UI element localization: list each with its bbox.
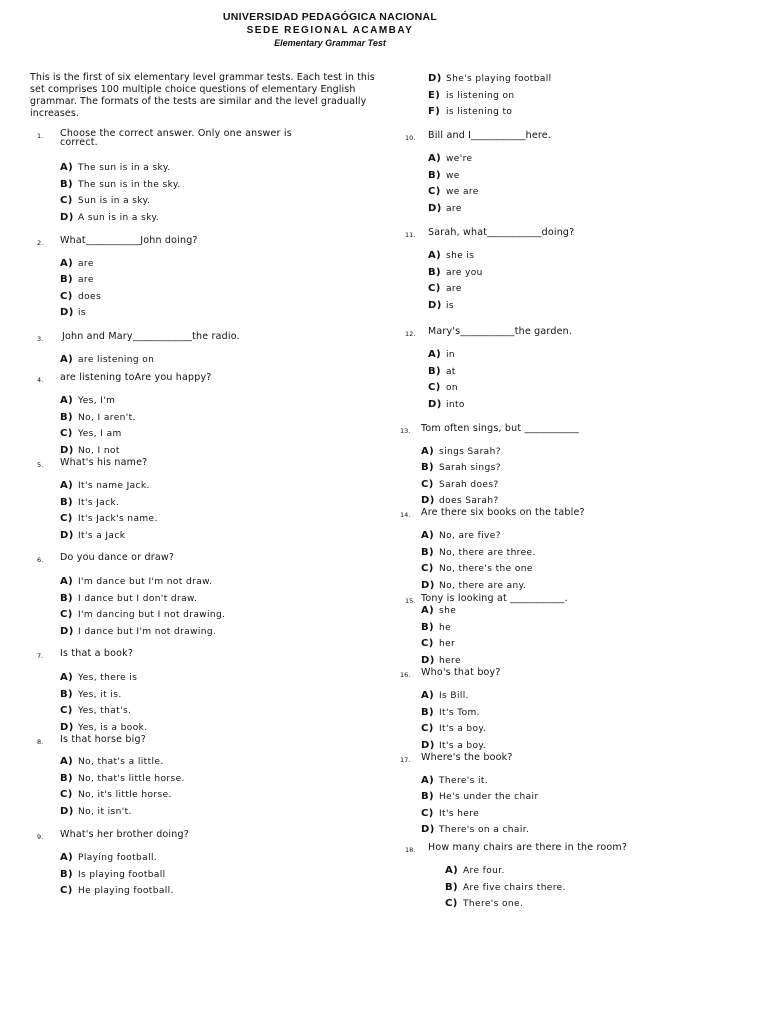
question-stem: Where's the book? — [421, 752, 513, 763]
option-text: we are — [446, 187, 479, 197]
answer-option — [428, 106, 512, 117]
question-stem: John and Mary____________the radio. — [62, 331, 240, 342]
option-text: into — [446, 399, 465, 410]
option-letter: B) — [60, 592, 73, 604]
option-letter: C) — [60, 195, 73, 206]
answer-option — [428, 250, 474, 261]
option-text: It's a Jack — [78, 530, 126, 541]
option-letter: B) — [428, 365, 441, 377]
question-stem: Sarah, what___________doing? — [428, 227, 575, 238]
option-text: Are five chairs there. — [463, 882, 566, 893]
option-text: Yes, I'm — [78, 396, 116, 406]
question-stem: Do you dance or draw? — [60, 552, 175, 563]
option-letter: A) — [428, 153, 442, 164]
option-letter: D) — [60, 306, 74, 318]
option-letter: C) — [60, 513, 73, 524]
option-text: here — [439, 655, 461, 666]
answer-option — [60, 513, 158, 524]
answer-option — [60, 274, 94, 285]
question-stem: Choose the correct answer. Only one answer is correct. — [60, 128, 292, 148]
option-letter: F) — [428, 106, 441, 117]
option-letter: B) — [421, 462, 434, 474]
question-number: 14. — [400, 511, 411, 519]
answer-option — [445, 882, 566, 893]
question-stem: Tony is looking at ___________. — [421, 593, 568, 604]
answer-option — [60, 885, 174, 896]
answer-option — [60, 445, 120, 456]
option-text: are — [78, 259, 94, 269]
option-letter: D) — [428, 73, 442, 84]
answer-option — [60, 428, 122, 439]
answer-option — [421, 605, 456, 616]
answer-option — [60, 195, 150, 206]
answer-option — [60, 705, 131, 716]
test-title: Elementary Grammar Test — [274, 38, 386, 48]
option-letter: A) — [428, 250, 442, 261]
answer-option — [60, 530, 125, 541]
answer-option — [60, 852, 157, 863]
option-letter: C) — [428, 283, 441, 294]
answer-option — [60, 689, 122, 700]
question-number: 1. — [37, 132, 44, 140]
answer-option — [60, 258, 94, 269]
option-text: Sun is in a sky. — [78, 196, 151, 206]
option-letter: B) — [428, 169, 441, 181]
option-text: she is — [446, 251, 475, 261]
option-text: No, it's little horse. — [78, 790, 172, 800]
answer-option — [428, 170, 460, 181]
option-letter: C) — [428, 382, 441, 393]
option-text: There's one. — [463, 899, 524, 909]
option-letter: B) — [60, 178, 73, 190]
option-text: Are four. — [463, 866, 505, 876]
option-letter: B) — [421, 791, 434, 803]
question-number: 16. — [400, 671, 411, 679]
option-letter: A) — [421, 530, 435, 541]
answer-option — [60, 412, 136, 423]
answer-option — [421, 580, 526, 591]
option-letter: D) — [60, 529, 74, 541]
option-letter: D) — [421, 494, 435, 506]
answer-option — [421, 495, 499, 506]
option-letter: A) — [60, 852, 74, 863]
option-letter: D) — [421, 654, 435, 666]
option-text: The sun is in the sky. — [78, 179, 181, 190]
option-text: The sun is in a sky. — [78, 163, 171, 173]
question-stem: What___________John doing? — [60, 235, 198, 246]
option-letter: C) — [60, 290, 73, 302]
option-text: It's here — [439, 808, 480, 819]
option-letter: A) — [60, 395, 74, 406]
question-number: 17. — [400, 756, 411, 764]
option-text: No, that's a little. — [78, 757, 164, 767]
question-stem: Is that horse big? — [60, 734, 146, 745]
option-text: we — [446, 170, 460, 181]
question-number: 7. — [37, 652, 44, 660]
question-stem: Bill and I___________here. — [428, 130, 552, 141]
answer-option — [428, 399, 465, 410]
option-letter: B) — [60, 274, 73, 286]
question-stem: are listening toAre you happy? — [60, 372, 212, 383]
option-text: we're — [446, 154, 473, 164]
option-letter: C) — [421, 807, 434, 819]
answer-option — [428, 382, 458, 393]
question-stem: Is that a book? — [60, 648, 134, 659]
option-letter: C) — [421, 638, 434, 649]
answer-option — [421, 446, 501, 457]
option-letter: C) — [421, 478, 434, 490]
option-letter: A) — [60, 258, 74, 269]
option-letter: C) — [421, 723, 434, 734]
option-letter: A) — [60, 576, 74, 587]
option-letter: B) — [60, 772, 73, 784]
option-text: is listening on — [446, 90, 515, 101]
answer-option — [60, 773, 185, 784]
answer-option — [421, 740, 486, 751]
option-letter: B) — [60, 411, 73, 423]
question-stem: Mary's___________the garden. — [428, 326, 573, 337]
option-text: is listening to — [446, 107, 513, 117]
answer-option — [428, 203, 462, 214]
option-letter: A) — [421, 690, 435, 701]
answer-option — [421, 690, 469, 701]
answer-option — [428, 349, 455, 360]
answer-option — [428, 186, 479, 197]
answer-option — [60, 307, 86, 318]
option-text: No, it isn't. — [78, 806, 132, 817]
answer-option — [421, 775, 488, 786]
option-text: does — [78, 291, 102, 302]
option-text: at — [446, 366, 456, 377]
answer-option — [445, 865, 505, 876]
question-number: 4. — [37, 376, 44, 384]
option-text: are you — [446, 267, 483, 278]
answer-option — [60, 609, 225, 620]
option-letter: C) — [60, 885, 73, 896]
option-text: in — [446, 350, 456, 360]
answer-option — [445, 898, 523, 909]
answer-option — [421, 723, 486, 734]
document-header — [150, 11, 510, 50]
answer-option — [60, 354, 154, 365]
option-text: she — [439, 606, 457, 616]
option-text: I dance but I'm not drawing. — [78, 626, 217, 637]
answer-option — [421, 655, 461, 666]
option-letter: D) — [428, 398, 442, 410]
option-letter: B) — [421, 546, 434, 558]
answer-option — [428, 73, 552, 84]
question-number: 12. — [405, 330, 416, 338]
option-text: No, I not — [78, 445, 120, 456]
answer-option — [60, 576, 212, 587]
option-letter: D) — [428, 299, 442, 311]
option-text: No, are five? — [439, 531, 501, 541]
answer-option — [60, 212, 159, 223]
question-number: 11. — [405, 231, 416, 239]
answer-option — [60, 722, 147, 733]
answer-option — [60, 497, 119, 508]
option-text: It's Jack. — [78, 497, 120, 508]
question-stem: Tom often sings, but ___________ — [421, 423, 579, 434]
university-name: UNIVERSIDAD PEDAGÓGICA NACIONAL — [222, 11, 438, 23]
option-letter: D) — [60, 444, 74, 456]
option-text: sings Sarah? — [439, 447, 501, 457]
answer-option — [421, 479, 499, 490]
answer-option — [60, 395, 115, 406]
option-text: her — [439, 639, 456, 649]
option-letter: A) — [60, 162, 74, 173]
question-number: 6. — [37, 556, 44, 564]
option-text: I'm dancing but I not drawing. — [78, 610, 226, 620]
answer-option — [421, 824, 529, 835]
option-text: are — [446, 284, 462, 294]
option-letter: A) — [421, 605, 435, 616]
answer-option — [428, 300, 454, 311]
option-letter: D) — [60, 805, 74, 817]
option-text: It's Jack's name. — [78, 514, 158, 524]
option-letter: D) — [421, 739, 435, 751]
question-number: 2. — [37, 239, 44, 247]
option-text: Yes, there is — [78, 673, 138, 683]
option-text: It's name Jack. — [78, 481, 150, 491]
option-text: I'm dance but I'm not draw. — [78, 577, 213, 587]
option-letter: B) — [60, 496, 73, 508]
option-text: Is playing football — [78, 869, 166, 880]
option-letter: B) — [60, 688, 73, 700]
option-text: No, there's the one — [439, 564, 533, 574]
answer-option — [60, 480, 150, 491]
option-letter: A) — [60, 354, 74, 365]
option-text: Sarah sings? — [439, 463, 501, 474]
question-stem: How many chairs are there in the room? — [428, 842, 628, 853]
answer-option — [428, 153, 472, 164]
question-number: 9. — [37, 833, 44, 841]
option-letter: B) — [60, 868, 73, 880]
option-letter: A) — [60, 672, 74, 683]
option-letter: C) — [60, 789, 73, 800]
option-text: Yes, that's. — [78, 706, 132, 716]
option-letter: A) — [445, 865, 459, 876]
option-text: No, there are any. — [439, 580, 527, 591]
option-text: Playing football. — [78, 853, 158, 863]
answer-option — [60, 593, 197, 604]
answer-option — [60, 626, 216, 637]
option-text: Is Bill. — [439, 691, 469, 701]
question-number: 8. — [37, 738, 44, 746]
option-letter: B) — [428, 266, 441, 278]
option-letter: A) — [421, 446, 435, 457]
option-text: I dance but I don't draw. — [78, 593, 198, 604]
option-letter: E) — [428, 89, 441, 101]
answer-option — [428, 366, 456, 377]
option-letter: D) — [60, 625, 74, 637]
option-letter: C) — [60, 705, 73, 716]
question-number: 15. — [405, 597, 416, 605]
option-text: Yes, I am — [78, 429, 122, 439]
answer-option — [421, 462, 501, 473]
option-letter: B) — [421, 621, 434, 633]
option-letter: B) — [445, 881, 458, 893]
question-stem: What's his name? — [60, 457, 148, 468]
question-number: 5. — [37, 461, 44, 469]
option-text: are listening on — [78, 355, 155, 365]
answer-option — [428, 267, 483, 278]
question-number: 3. — [37, 335, 44, 343]
option-text: It's a boy. — [439, 724, 487, 734]
question-stem: Who's that boy? — [421, 667, 501, 678]
question-number: 13. — [400, 427, 411, 435]
option-letter: A) — [428, 349, 442, 360]
option-text: A sun is in a sky. — [78, 212, 160, 223]
answer-option — [421, 547, 536, 558]
option-letter: C) — [60, 428, 73, 439]
answer-option — [428, 283, 462, 294]
answer-option — [60, 291, 101, 302]
option-text: There's it. — [439, 776, 489, 786]
option-text: It's Tom. — [439, 707, 480, 718]
answer-option — [60, 672, 137, 683]
answer-option — [428, 90, 515, 101]
option-text: Yes, it is. — [78, 689, 122, 700]
option-text: He's under the chair — [439, 792, 539, 803]
option-letter: D) — [421, 579, 435, 591]
option-text: Sarah does? — [439, 479, 499, 490]
option-text: he — [439, 622, 452, 633]
option-text: is — [446, 300, 454, 311]
option-text: does Sarah? — [439, 495, 499, 506]
answer-option — [421, 808, 479, 819]
answer-option — [421, 791, 539, 802]
option-letter: C) — [421, 563, 434, 574]
answer-option — [60, 806, 132, 817]
campus-name: SEDE REGIONAL ACAMBAY — [246, 25, 414, 36]
answer-option — [60, 179, 181, 190]
option-letter: C) — [60, 609, 73, 620]
option-text: is — [78, 307, 86, 318]
answer-option — [60, 869, 166, 880]
option-letter: B) — [421, 706, 434, 718]
answer-option — [421, 707, 480, 718]
option-text: No, I aren't. — [78, 412, 136, 423]
intro-paragraph: This is the first of six elementary level grammar tests. Each test in this set comprises 100 multiple choice questions of elementary English grammar. The formats of the tests are similar and the level gradually increases. — [30, 72, 375, 119]
answer-option — [60, 789, 172, 800]
option-letter: D) — [421, 823, 435, 835]
answer-option — [421, 563, 533, 574]
option-letter: C) — [428, 186, 441, 197]
option-text: Yes, is a book. — [78, 722, 148, 733]
option-text: No, that's little horse. — [78, 773, 185, 784]
question-stem: What's her brother doing? — [60, 829, 189, 840]
option-letter: D) — [60, 721, 74, 733]
option-text: She's playing football — [446, 74, 552, 84]
question-stem: Are there six books on the table? — [421, 507, 585, 518]
option-text: He playing football. — [78, 886, 174, 896]
option-letter: A) — [60, 480, 74, 491]
answer-option — [421, 638, 455, 649]
option-letter: C) — [445, 898, 458, 909]
option-letter: A) — [60, 756, 74, 767]
question-number: 10. — [405, 134, 416, 142]
option-text: are — [446, 203, 462, 214]
answer-option — [421, 622, 451, 633]
option-letter: D) — [60, 211, 74, 223]
option-text: on — [446, 383, 459, 393]
question-number: 18. — [405, 846, 416, 854]
answer-option — [421, 530, 501, 541]
option-text: There's on a chair. — [439, 824, 530, 835]
answer-option — [60, 162, 171, 173]
option-text: No, there are three. — [439, 547, 536, 558]
option-text: It's a boy. — [439, 740, 487, 751]
answer-option — [60, 756, 164, 767]
option-text: are — [78, 275, 94, 286]
option-letter: D) — [428, 202, 442, 214]
option-letter: A) — [421, 775, 435, 786]
